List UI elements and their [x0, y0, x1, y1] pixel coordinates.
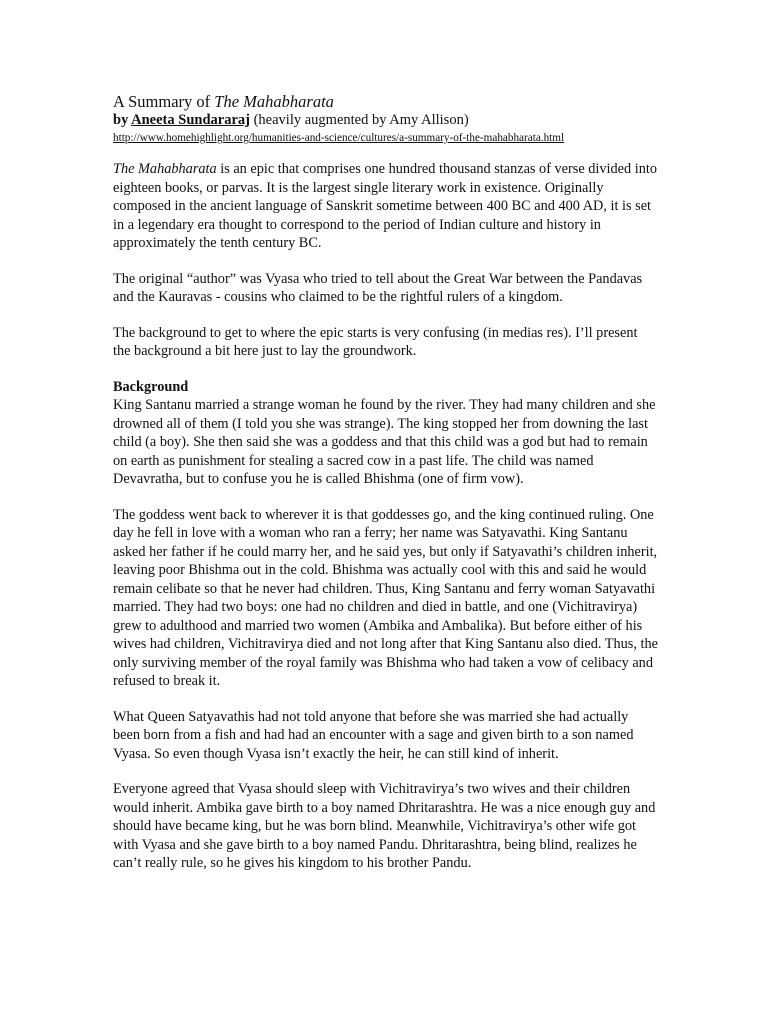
document-body: [113, 92, 658, 890]
paragraph-background-intro: The background to get to where the epic starts is very confusing (in medias res). I’ll present the background a bit here just to lay the groundwork.: [113, 324, 638, 359]
intro-italic-lead: The Mahabharata: [113, 161, 217, 177]
background-paragraph-3: What Queen Satyavathis had not told anyone that before she was married she had actually been born from a fish and had had an encounter with a sage and given birth to a son named Vyasa. So even though Vyasa isn’t exactly the heir, he can still kind of inherit.: [113, 708, 634, 762]
background-paragraph-4: Everyone agreed that Vyasa should sleep with Vichitravirya’s two wives and their children would inherit. Ambika gave birth to a boy named Dhritarashtra. He was a nice enough guy and should have became king, but he was born blind. Meanwhile, Vichitravirya’s other wife got with Vyasa and she gave birth to a boy named Pandu. Dhritarashtra, being blind, realizes he can’t really rule, so he gives his kingdom to his brother Pandu.: [113, 781, 656, 871]
title-italic: The Mahabharata: [214, 92, 334, 111]
author-link[interactable]: Aneeta Sundararaj: [131, 112, 250, 128]
byline: [113, 111, 658, 130]
paragraph-author: The original “author” was Vyasa who tried to tell about the Great War between the Pandavas and the Kauravas - cousins who claimed to be the rightful rulers of a kingdom.: [113, 270, 643, 305]
background-paragraph-1: King Santanu married a strange woman he found by the river. They had many children and she drowned all of them (I told you she was strange). The king stopped her from downing the last child (a boy). She then said she was a goddess and that this child was a god but had to remain on earth as punishment for stealing a sacred cow in a past life. The child was named Devavratha, but to confuse you he is called Bhishma (one of firm vow).: [113, 397, 656, 487]
document-title: [113, 92, 658, 111]
source-url-link[interactable]: http://www.homehighlight.org/humanities-and-science/cultures/a-summary-of-the-mahabharata.html: [113, 132, 565, 144]
intro-paragraph: [113, 160, 658, 253]
title-prefix: A Summary of: [113, 92, 215, 111]
background-heading: Background: [113, 378, 189, 395]
intro-text: is an epic that comprises one hundred thousand stanzas of verse divided into eighteen books, or parvas. It is the largest single literary work in existence. Originally composed in the ancient language of Sanskrit sometime between 400 BC and 400 AD, it is set in a legendary era thought to correspond to the period of Indian culture and history in approximately the tenth century BC.: [113, 161, 657, 251]
byline-note: (heavily augmented by Amy Allison): [249, 112, 469, 128]
background-paragraph-2: The goddess went back to wherever it is that goddesses go, and the king continued ruling. One day he fell in love with a woman who ran a ferry; her name was Satyavathi. King Santanu asked her father if he could marry her, and he said yes, but only if Satyavathi’s children inherit, leaving poor Bhishma out in the cold. Bhishma was actually cool with this and said he would remain celibate so that he never had children. Thus, King Santanu and ferry woman Satyavathi married. They had two boys: one had no children and died in battle, and one (Vichitravirya) grew to adulthood and married two women (Ambika and Ambalika). But before either of his wives had children, Vichitravirya died and not long after that King Santanu also died. Thus, the only surviving member of the royal family was Bhishma who had taken a vow of celibacy and refused to break it.: [113, 506, 658, 689]
byline-by: by: [113, 112, 132, 128]
